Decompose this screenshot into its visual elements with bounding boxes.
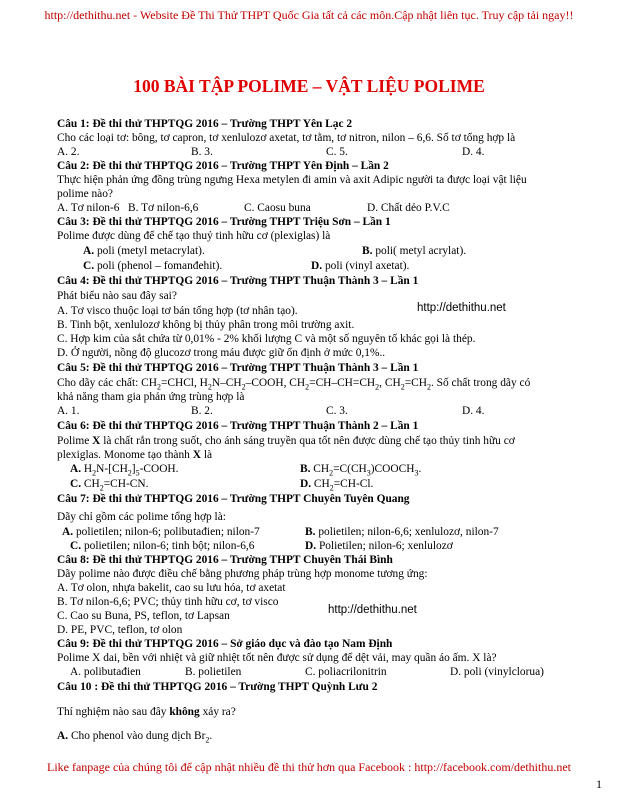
question-3-stem: Polime được dùng để chế tạo thuỷ tinh hữu cơ (plexiglas) là [57, 230, 331, 242]
question-2-option-b: B. Tơ nilon-6,6 [128, 202, 199, 214]
question-9-stem: Polime X dai, bền với nhiệt và giữ nhiệt tốt nên được sử dụng để dệt vải, may quần áo ấm. X là? [57, 652, 497, 664]
question-3-option-b: B. poli( metyl acrylat). [362, 245, 467, 257]
question-9-option-b: B. polietilen [185, 666, 242, 678]
watermark-link[interactable]: http://dethithu.net [417, 302, 506, 314]
question-2-stem-line-2: polime nào? [57, 188, 113, 200]
page-header: http://dethithu.net - Website Đề Thi Thử THPT Quốc Gia tất cả các môn.Cập nhật liên tục. Truy cập tải ngay!! [44, 8, 574, 22]
question-4-stem: Phát biểu nào sau đây sai? [57, 290, 177, 302]
question-4-option-c: C. Hợp kim của sắt chứa từ 0,01% - 2% khối lượng C và một số nguyên tố khác gọi là thép. [57, 333, 476, 345]
question-5-option-b: B. 2. [191, 405, 213, 417]
question-9-option-d: D. poli (vinylclorua) [450, 666, 544, 678]
question-8-stem: Dãy polime nào được điều chế bằng phương pháp trùng hợp monome tương ứng: [57, 568, 428, 580]
question-8-option-b: B. Tơ nilon-6,6; PVC; thủy tinh hữu cơ, tơ visco [57, 596, 279, 608]
question-3-option-a: A. poli (metyl metacrylat). [83, 245, 205, 257]
question-8-option-a: A. Tơ olon, nhựa bakelit, cao su lưu hóa, tơ axetat [57, 582, 286, 594]
question-2-stem-line-1: Thực hiện phản ứng đồng trùng ngưng Hexa metylen đi amin và axit Adipic người ta được loại vật liệu [57, 174, 527, 186]
question-9-option-c: C. poliacrilonitrin [305, 666, 387, 678]
question-2-heading: Câu 2: Đề thi thử THPTQG 2016 – Trường THPT Yên Định – Lần 2 [57, 160, 389, 172]
question-5-stem-line-2: khả năng tham gia phản ứng trùng hợp là [57, 391, 245, 403]
question-5-stem-line-1: Cho dãy các chất: $CH_2=CHCl$, $H_2N-CH_2$–COOH, $CH_2=CH-CH=CH_2$, $CH_2=CH_2$. Số chất trong dãy có [57, 377, 531, 392]
question-6-option-c: C. $CH_2=CH-CN$. [70, 478, 149, 493]
question-1-option-a: A. 2. [57, 146, 80, 158]
question-4-heading: Câu 4: Đề thi thử THPTQG 2016 – Trường THPT Thuận Thành 3 – Lần 1 [57, 275, 419, 287]
question-7-option-a: A. polietilen; nilon-6; polibutađien; nilon-7 [62, 526, 260, 538]
question-4-option-d: D. Ở người, nồng độ glucozơ trong máu được giữ ổn định ở mức 0,1%.. [57, 347, 386, 359]
watermark-link[interactable]: http://dethithu.net [328, 604, 417, 616]
question-7-option-d: D. Polietilen; nilon-6; xenlulozơ [305, 540, 453, 552]
question-5-option-a: A. 1. [57, 405, 80, 417]
question-4-option-a: A. Tơ visco thuộc loại tơ bán tổng hợp (tơ nhân tạo). [57, 305, 298, 317]
question-7-option-c: C. polietilen; nilon-6; tinh bột; nilon-6,6 [70, 540, 255, 552]
question-1-option-b: B. 3. [191, 146, 213, 158]
question-2-option-a: A. Tơ nilon-6 [57, 202, 120, 214]
question-6-option-a: A. $H_2N-[CH_2]_5$-COOH. [70, 463, 179, 478]
question-8-option-d: D. PE, PVC, teflon, tơ olon [57, 624, 183, 636]
question-1-stem: Cho các loại tơ: bông, tơ capron, tơ xenlulozơ axetat, tơ tằm, tơ nitron, nilon – 6,6. Số tơ tổng hợp là [57, 132, 516, 144]
question-6-option-b: B. $CH_2=C(CH_3)COOCH_3$. [300, 463, 422, 478]
question-8-heading: Câu 8: Đề thi thử THPTQG 2016 – Trường THPT Chuyên Thái Bình [57, 554, 393, 566]
question-8-option-c: C. Cao su Buna, PS, teflon, tơ Lapsan [57, 610, 230, 622]
question-5-option-d: D. 4. [462, 405, 485, 417]
question-7-heading: Câu 7: Đề thi thử THPTQG 2016 – Trường THPT Chuyên Tuyên Quang [57, 493, 410, 505]
page-number: 1 [596, 777, 602, 791]
question-9-option-a: A. polibutađien [70, 666, 141, 678]
question-1-option-c: C. 5. [326, 146, 348, 158]
question-9-heading: Câu 9: Đề thi thử THPTQG 2016 – Sở giáo dục và đào tạo Nam Định [57, 638, 393, 650]
question-5-option-c: C. 3. [326, 405, 348, 417]
question-3-heading: Câu 3: Đề thi thử THPTQG 2016 – Trường THPT Triệu Sơn – Lần 1 [57, 216, 391, 228]
question-6-stem-line-1: Polime X là chất rắn trong suốt, cho ánh sáng truyền qua tốt nên được dùng chế tạo thủy tinh hữu cơ [57, 435, 515, 447]
question-7-option-b: B. polietilen; nilon-6,6; xenlulozơ, nilon-7 [305, 526, 499, 538]
question-7-stem: Dãy chỉ gồm các polime tổng hợp là: [57, 511, 226, 523]
question-6-stem-line-2: plexiglas. Monome tạo thành X là [57, 449, 213, 461]
question-6-heading: Câu 6: Đề thi thử THPTQG 2016 – Trường THPT Thuận Thành 2 – Lần 1 [57, 420, 419, 432]
question-4-option-b: B. Tinh bột, xenlulozơ không bị thủy phân trong môi trường axit. [57, 319, 355, 331]
question-2-option-c: C. Caosu buna [244, 202, 311, 214]
question-2-option-d: D. Chất dẻo P.V.C [367, 202, 450, 214]
page-title: 100 BÀI TẬP POLIME – VẬT LIỆU POLIME [133, 76, 485, 96]
question-10-stem: Thí nghiệm nào sau đây không xảy ra? [57, 706, 236, 718]
question-10-option-a: A. Cho phenol vào dung dịch $Br_2$. [57, 730, 213, 745]
question-10-heading: Câu 10 : Đề thi thử THPTQG 2016 – Trường THPT Quỳnh Lưu 2 [57, 681, 378, 693]
question-1-option-d: D. 4. [462, 146, 485, 158]
question-6-option-d: D. $CH_2=CH-Cl$. [300, 478, 374, 493]
question-1-heading: Câu 1: Đề thi thử THPTQG 2016 – Trường THPT Yên Lạc 2 [57, 118, 353, 130]
question-3-option-d: D. poli (vinyl axetat). [311, 260, 410, 272]
question-3-option-c: C. poli (phenol – fomanđehit). [83, 260, 223, 272]
question-5-heading: Câu 5: Đề thi thử THPTQG 2016 – Trường THPT Thuận Thành 3 – Lần 1 [57, 362, 419, 374]
page-footer: Like fanpage của chúng tôi để cập nhật nhiều đề thi thử hơn qua Facebook : http://facebook.com/dethithu.net [46, 760, 572, 774]
